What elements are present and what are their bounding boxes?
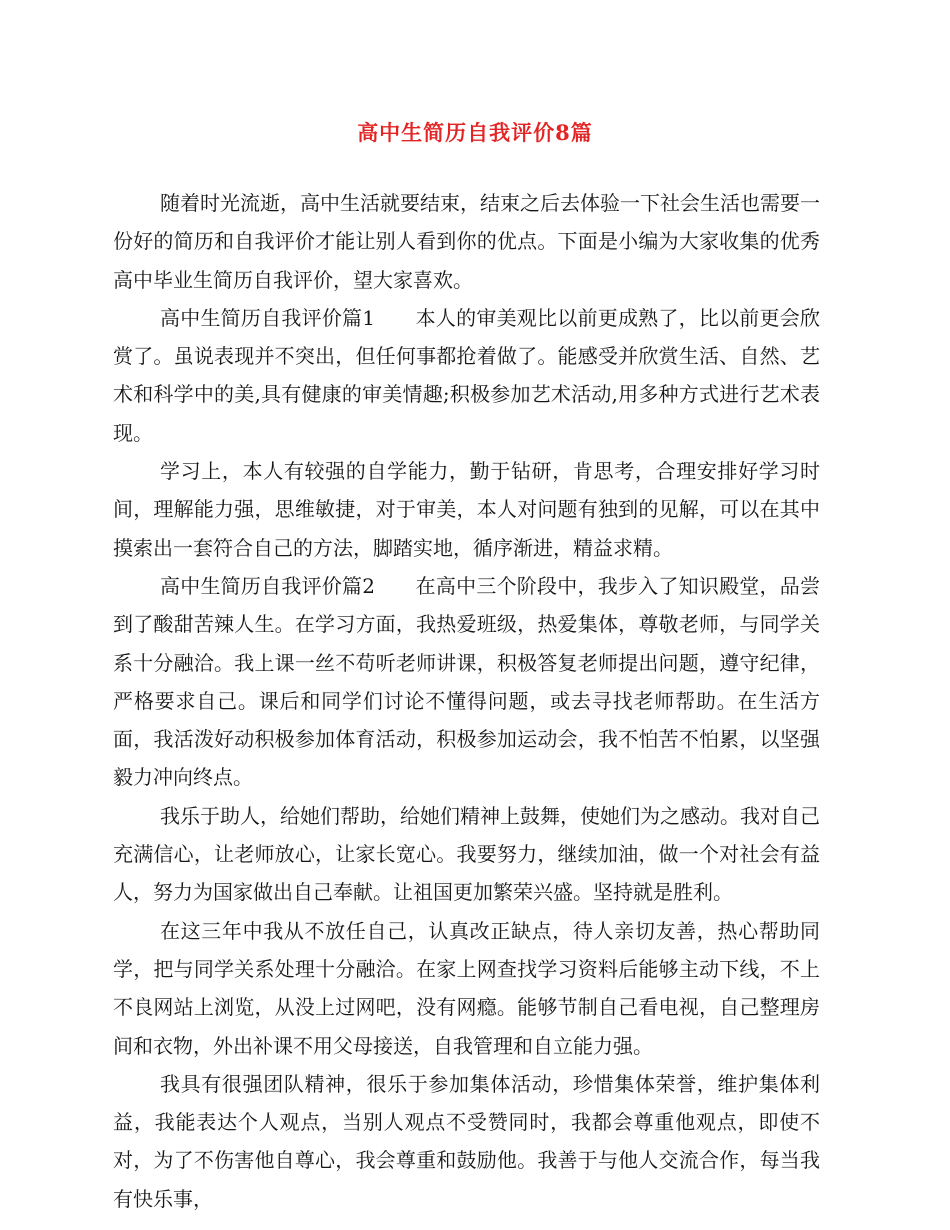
section-2-paragraph-3: 在这三年中我从不放任自己，认真改正缺点，待人亲切友善，热心帮助同学，把与同学关系处理十分融洽。在家上网查找学习资料后能够主动下线，不上不良网站上浏览，从没上过网吧，没有网瘾。能够节制自己看电视，自己整理房间和衣物，外出补课不用父母接送，自我管理和自立能力强。: [113, 918, 820, 1058]
intro-paragraph: 随着时光流逝，高中生活就要结束，结束之后去体验一下社会生活也需要一份好的简历和自我评价才能让别人看到你的优点。下面是小编为大家收集的优秀高中毕业生简历自我评价，望大家喜欢。: [113, 191, 820, 292]
document-body: [113, 184, 820, 1218]
section-2-paragraph-4-truncated: 我具有很强团队精神，很乐于参加集体活动，珍惜集体荣誉，维护集体利益，我能表达个人观点，当别人观点不受赞同时，我都会尊重他观点，即使不对，为了不伤害他自尊心，我会尊重和鼓励他。我善于与他人交流合作，每当我有快乐事，: [113, 1071, 820, 1211]
section-1-paragraph-2: 学习上，本人有较强的自学能力，勤于钻研，肯思考，合理安排好学习时间，理解能力强，思维敏捷，对于审美，本人对问题有独到的见解，可以在其中摸索出一套符合自己的方法，脚踏实地，循序渐进，精益求精。: [113, 459, 820, 560]
document-title: 高中生简历自我评价8篇: [357, 120, 593, 145]
section-2-paragraph-2: 我乐于助人，给她们帮助，给她们精神上鼓舞，使她们为之感动。我对自己充满信心，让老师放心，让家长宽心。我要努力，继续加油，做一个对社会有益人，努力为国家做出自己奉献。让祖国更加繁荣兴盛。坚持就是胜利。: [113, 803, 820, 905]
section-1-heading-paragraph: 高中生简历自我评价篇1 本人的审美观比以前更成熟了，比以前更会欣赏了。虽说表现并不突出，但任何事都抢着做了。能感受并欣赏生活、自然、艺术和科学中的美,具有健康的审美情趣;积极参加艺术活动,用多种方式进行艺术表现。: [113, 305, 820, 445]
section-2-heading-paragraph: 高中生简历自我评价篇2 在高中三个阶段中，我步入了知识殿堂，品尝到了酸甜苦辣人生。在学习方面，我热爱班级，热爱集体，尊敬老师，与同学关系十分融洽。我上课一丝不苟听老师讲课，积极答复老师提出问题，遵守纪律，严格要求自己。课后和同学们讨论不懂得问题，或去寻找老师帮助。在生活方面，我活泼好动积极参加体育活动，积极参加运动会，我不怕苦不怕累，以坚强毅力冲向终点。: [113, 573, 820, 790]
